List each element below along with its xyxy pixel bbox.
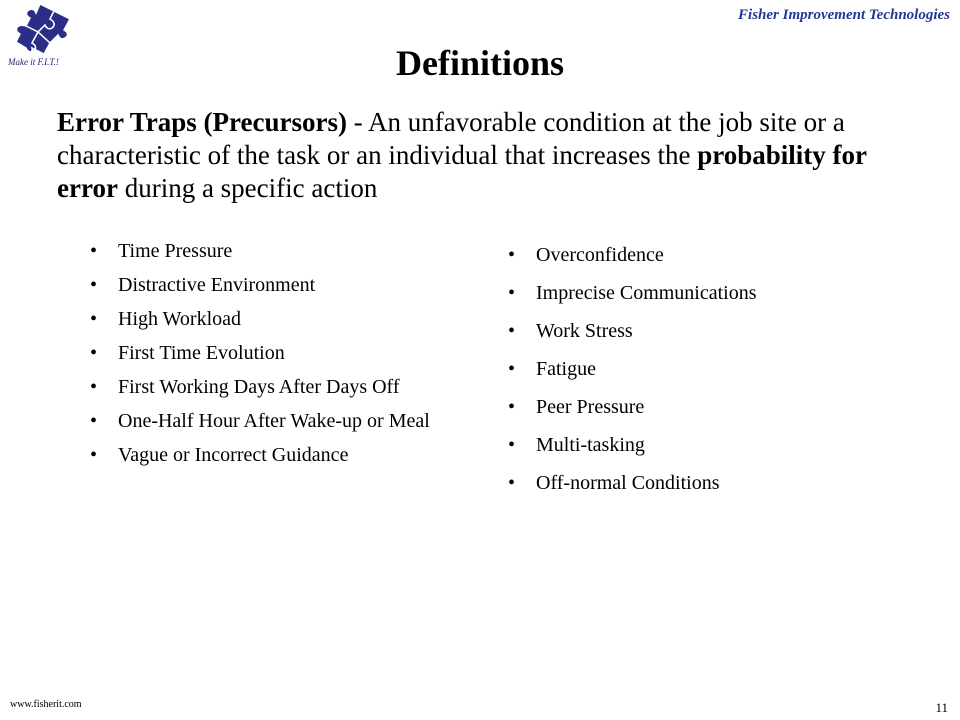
list-item: • One-Half Hour After Wake-up or Meal (90, 410, 462, 432)
definition-text-2: during a specific action (117, 173, 378, 203)
list-item: • Peer Pressure (508, 396, 928, 418)
list-item: • Time Pressure (90, 240, 462, 262)
definition-term: Error Traps (Precursors) (57, 107, 347, 137)
precursor-list-left (90, 240, 462, 478)
definition-paragraph (57, 106, 917, 205)
page-number: 11 (935, 700, 948, 715)
footer-url: www.fisherit.com (10, 699, 82, 710)
list-item: • Overconfidence (508, 244, 928, 266)
list-item: • First Working Days After Days Off (90, 376, 462, 398)
list-item: • Off-normal Conditions (508, 472, 928, 494)
list-item: • Multi-tasking (508, 434, 928, 456)
list-item: • First Time Evolution (90, 342, 462, 364)
list-item: • High Workload (90, 308, 462, 330)
list-item: • Work Stress (508, 320, 928, 342)
tagline: Make it F.I.T.! (8, 57, 59, 67)
list-item: • Fatigue (508, 358, 928, 380)
company-name: Fisher Improvement Technologies (738, 7, 950, 23)
definition-emphasis: probability for error (57, 140, 867, 203)
precursor-list-right (508, 244, 928, 510)
list-item: • Distractive Environment (90, 274, 462, 296)
definition-text-1: - An unfavorable condition at the job site or a characteristic of the task or an individual that increases the (57, 107, 845, 170)
list-item: • Vague or Incorrect Guidance (90, 444, 462, 466)
slide-title: Definitions (395, 43, 564, 83)
list-item: • Imprecise Communications (508, 282, 928, 304)
